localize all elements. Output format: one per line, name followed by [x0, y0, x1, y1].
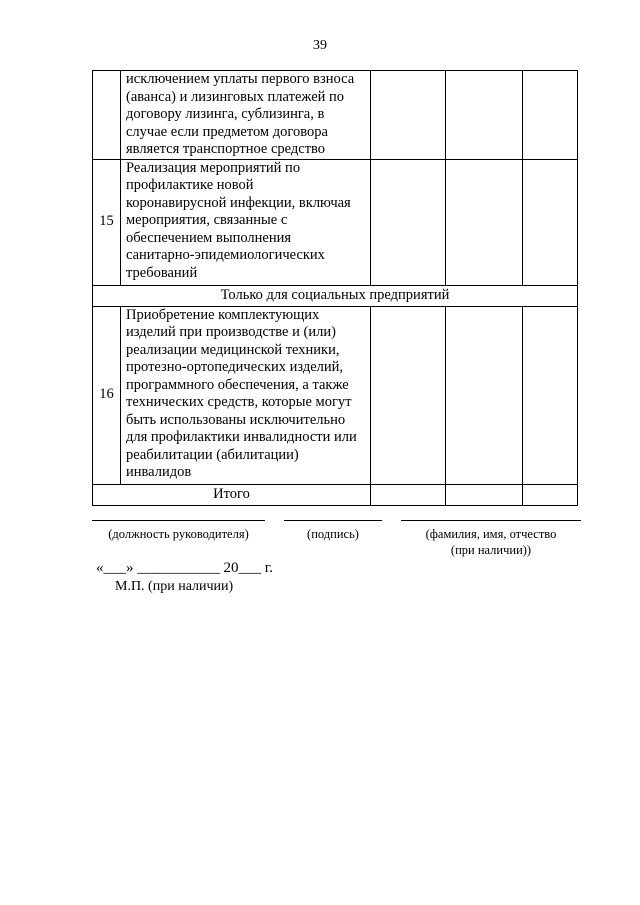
row-description-line: быть использованы исключительно	[126, 411, 346, 428]
row-description	[121, 159, 371, 285]
row-description-line: Реализация мероприятий по	[126, 159, 301, 176]
row-description-line: программного обеспечения, а также	[126, 376, 349, 393]
row-number	[93, 71, 121, 160]
row-number: 16	[93, 306, 121, 484]
table-row-15	[93, 159, 578, 285]
signature-caption: (подпись)	[307, 527, 359, 541]
row-description-line: требований	[126, 264, 198, 281]
position-caption: (должность руководителя)	[108, 527, 249, 541]
empty-cell	[446, 71, 523, 160]
name-caption-note: (при наличии))	[450, 543, 532, 557]
empty-cell	[523, 71, 578, 160]
row-description-line: для профилактики инвалидности или	[126, 429, 357, 445]
row-description-line: Приобретение комплектующих	[126, 306, 320, 323]
empty-cell	[371, 71, 446, 160]
date-line: «___» ___________ 20___ г.	[96, 560, 273, 576]
row-description	[121, 306, 371, 484]
row-description-line: мероприятия, связанные с	[126, 212, 288, 228]
name-signature-field	[401, 520, 581, 558]
empty-cell	[446, 159, 523, 285]
row-description-line: санитарно-эпидемиологических	[126, 247, 325, 263]
row-description	[121, 71, 371, 160]
row-description-line: технических средств, которые могут	[126, 394, 352, 410]
empty-cell	[371, 306, 446, 484]
empty-cell	[371, 484, 446, 505]
row-description-line: исключением уплаты первого взноса	[126, 71, 355, 87]
page-number: 39	[313, 38, 327, 53]
row-description-line: является транспортное средство	[126, 141, 326, 157]
row-description-line: обеспечением выполнения	[126, 229, 292, 246]
expenses-table	[92, 70, 578, 506]
row-description-line: инвалидов	[126, 464, 192, 480]
table-row-continuation	[93, 71, 578, 160]
total-row	[93, 484, 578, 505]
section-header: Только для социальных предприятий	[93, 285, 578, 306]
section-header-row	[93, 285, 578, 306]
table-row-16	[93, 306, 578, 484]
row-description-line: коронавирусной инфекции, включая	[126, 194, 351, 211]
position-signature-field	[92, 520, 265, 542]
empty-cell	[446, 306, 523, 484]
empty-cell	[446, 484, 523, 505]
empty-cell	[523, 159, 578, 285]
name-caption: (фамилия, имя, отчество	[425, 527, 557, 541]
row-description-line: (аванса) и лизинговых платежей по	[126, 88, 345, 105]
stamp-note: М.П. (при наличии)	[115, 579, 234, 594]
row-description-line: случае если предметом договора	[126, 123, 328, 140]
row-description-line: профилактике новой	[126, 177, 254, 193]
signature-field	[284, 520, 382, 542]
row-description-line: протезно-ортопедических изделий,	[126, 359, 344, 375]
empty-cell	[523, 484, 578, 505]
row-description-line: изделий при производстве и (или)	[126, 324, 336, 340]
row-description-line: реализации медицинской техники,	[126, 341, 340, 358]
row-number: 15	[93, 159, 121, 285]
empty-cell	[371, 159, 446, 285]
total-label: Итого	[93, 484, 371, 505]
empty-cell	[523, 306, 578, 484]
row-description-line: договору лизинга, сублизинга, в	[126, 106, 325, 122]
row-description-line: реабилитации (абилитации)	[126, 446, 299, 463]
